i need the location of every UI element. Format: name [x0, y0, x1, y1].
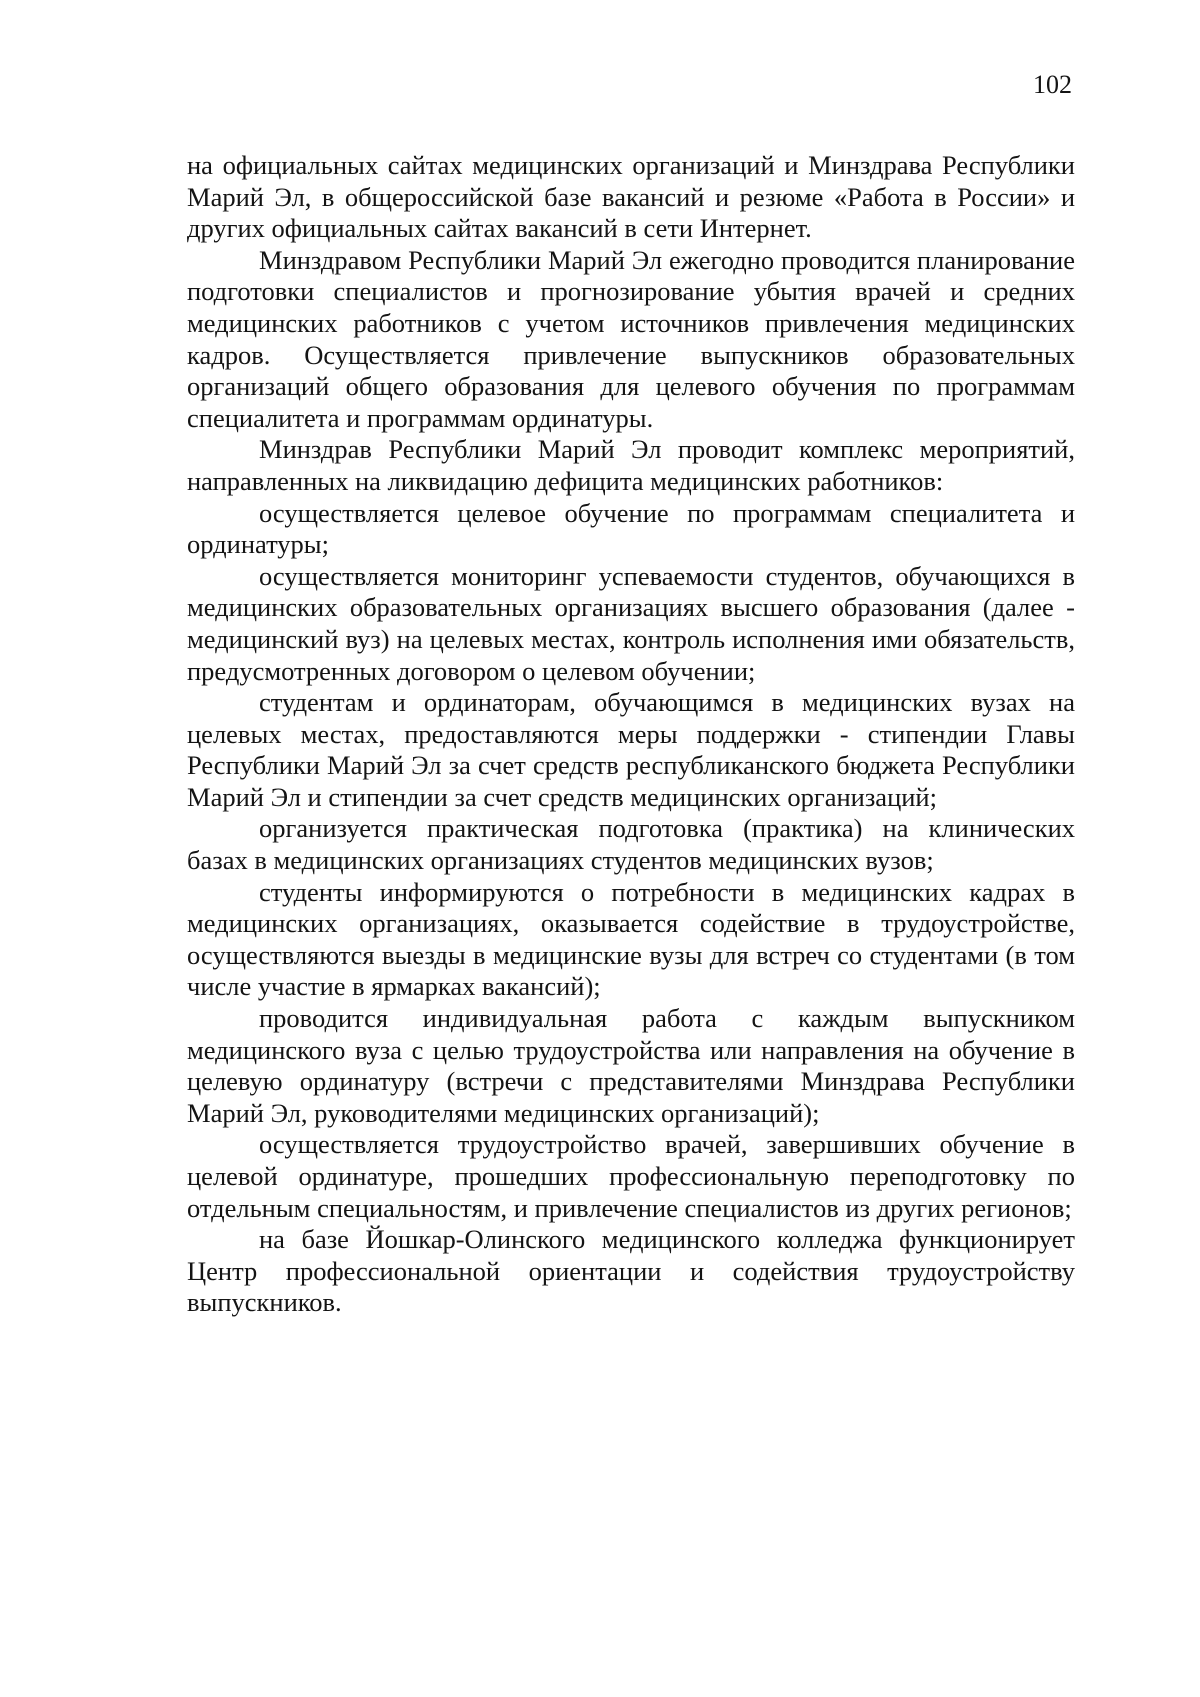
- paragraph-1: на официальных сайтах медицинских организаций и Минздрава Республики Марий Эл, в общероссийской базе вакансий и резюме «Работа в России» и других официальных сайтах вакансий в сети Интернет.: [187, 150, 1075, 244]
- list-item-3: студентам и ординаторам, обучающимся в медицинских вузах на целевых местах, предоставляются меры поддержки - стипендии Главы Республики Марий Эл за счет средств республиканского бюджета Республики Марий Эл и стипендии за счет средств медицинских организаций;: [187, 687, 1075, 812]
- list-item-4: организуется практическая подготовка (практика) на клинических базах в медицинских организациях студентов медицинских вузов;: [187, 813, 1075, 876]
- list-item-6: проводится индивидуальная работа с каждым выпускником медицинского вуза с целью трудоустройства или направления на обучение в целевую ординатуру (встречи с представителями Минздрава Республики Марий Эл, руководителями медицинских организаций);: [187, 1003, 1075, 1128]
- list-item-1: осуществляется целевое обучение по программам специалитета и ординатуры;: [187, 497, 1075, 560]
- document-body: [187, 150, 1075, 1319]
- list-item-2: осуществляется мониторинг успеваемости студентов, обучающихся в медицинских образовательных организациях высшего образования (далее - медицинский вуз) на целевых местах, контроль исполнения ими обязательств, предусмотренных договором о целевом обучении;: [187, 560, 1075, 686]
- list-item-5: студенты информируются о потребности в медицинских кадрах в медицинских организациях, оказывается содействие в трудоустройстве, осуществляются выезды в медицинские вузы для встреч со студентами (в том числе участие в ярмарках вакансий);: [187, 876, 1075, 1002]
- list-item-8: на базе Йошкар-Олинского медицинского колледжа функционирует Центр профессиональной ориентации и содействия трудоустройству выпускников.: [187, 1224, 1075, 1318]
- paragraph-3: Минздрав Республики Марий Эл проводит комплекс мероприятий, направленных на ликвидацию дефицита медицинских работников:: [187, 434, 1075, 496]
- page-number: 102: [1033, 70, 1072, 99]
- paragraph-2: Минздравом Республики Марий Эл ежегодно проводится планирование подготовки специалистов и прогнозирование убытия врачей и средних медицинских работников с учетом источников привлечения медицинских кадров. Осуществляется привлечение выпускников образовательных организаций общего образования для целевого обучения по программам специалитета и программам ординатуры.: [187, 244, 1075, 433]
- list-item-7: осуществляется трудоустройство врачей, завершивших обучение в целевой ординатуре, прошедших профессиональную переподготовку по отдельным специальностям, и привлечение специалистов из других регионов;: [187, 1129, 1075, 1223]
